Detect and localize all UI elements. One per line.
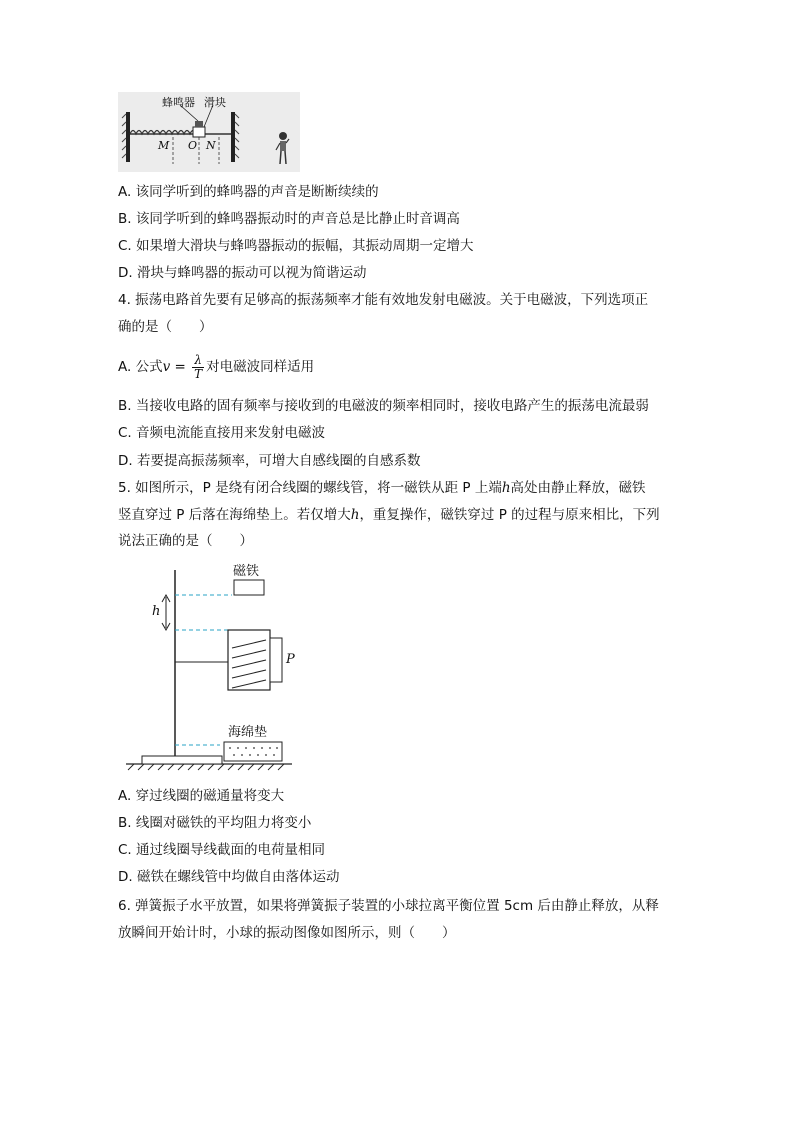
- q5-option-d: D. 磁铁在螺线管中均做自由落体运动: [118, 869, 340, 885]
- label-P: P: [286, 652, 295, 667]
- q5-stem-line2-h: h: [350, 507, 360, 523]
- q5-stem-line2-end: ，重复操作，磁铁穿过 P 的过程与原来相比，下列: [359, 507, 660, 523]
- label-buzzer: 蜂鸣器: [162, 96, 195, 109]
- label-O: O: [188, 139, 198, 152]
- q4-option-b: B. 当接收电路的固有频率与接收到的电磁波的频率相同时，接收电路产生的振荡电流最弱: [118, 398, 649, 414]
- q4-stem-line1: 4. 振荡电路首先要有足够高的振荡频率才能有效地发射电磁波。关于电磁波，下列选项正: [118, 292, 649, 308]
- label-M: M: [158, 139, 170, 152]
- q4-option-c: C. 音频电流能直接用来发射电磁波: [118, 425, 326, 441]
- q4-formula-eq: =: [170, 359, 191, 375]
- q5-stem-line3: 说法正确的是（ ）: [118, 533, 253, 549]
- label-slider: 滑块: [204, 96, 226, 109]
- q4-option-d: D. 若要提高振荡频率，可增大自感线圈的自感系数: [118, 453, 421, 469]
- q5-stem-line1-end: 高处由静止释放，磁铁: [510, 480, 646, 496]
- q5-stem-h: h: [501, 480, 511, 496]
- label-magnet: 磁铁: [233, 564, 260, 579]
- q6-stem-line1: 6. 弹簧振子水平放置，如果将弹簧振子装置的小球拉离平衡位置 5cm 后由静止释放，从释: [118, 898, 659, 914]
- label-sponge: 海绵垫: [228, 725, 268, 740]
- q4-stem-line2: 确的是（ ）: [118, 319, 213, 335]
- q5-stem-line2-start: 竖直穿过 P 后落在海绵垫上。若仅增大: [118, 507, 351, 523]
- q5-option-a: A. 穿过线圈的磁通量将变大: [118, 788, 285, 804]
- q3-option-b: B. 该同学听到的蜂鸣器振动时的声音总是比静止时音调高: [118, 211, 460, 227]
- q5-stem-line1-start: 5. 如图所示，P 是绕有闭合线圈的螺线管，将一磁铁从距 P 上端: [118, 480, 502, 496]
- label-N: N: [206, 139, 216, 152]
- q5-option-b: B. 线圈对磁铁的平均阻力将变小: [118, 815, 312, 831]
- solenoid-drawing: [120, 556, 300, 776]
- q3-option-a: A. 该同学听到的蜂鸣器的声音是断断续续的: [118, 184, 379, 200]
- q3-option-c: C. 如果增大滑块与蜂鸣器振动的振幅，其振动周期一定增大: [118, 238, 474, 254]
- figure-buzzer-apparatus: [118, 92, 300, 172]
- q3-option-d: D. 滑块与蜂鸣器的振动可以视为简谐运动: [118, 265, 367, 281]
- figure-solenoid-experiment: [120, 556, 300, 776]
- q4-formula-denominator: T: [194, 366, 203, 381]
- q4-formula-v: v: [162, 359, 171, 375]
- q5-stem-line2: [118, 505, 660, 525]
- label-h: h: [152, 604, 161, 619]
- q4-option-a-prefix: A. 公式: [118, 359, 163, 375]
- q5-option-c: C. 通过线圈导线截面的电荷量相同: [118, 842, 326, 858]
- q4-formula-fraction: [192, 354, 204, 381]
- q4-option-a-suffix: 对电磁波同样适用: [206, 359, 315, 375]
- q4-option-a: [118, 350, 314, 384]
- q4-formula-numerator: λ: [192, 354, 204, 368]
- q5-stem-line1: [118, 478, 646, 498]
- q6-stem-line2: 放瞬间开始计时，小球的振动图像如图所示，则（ ）: [118, 925, 456, 941]
